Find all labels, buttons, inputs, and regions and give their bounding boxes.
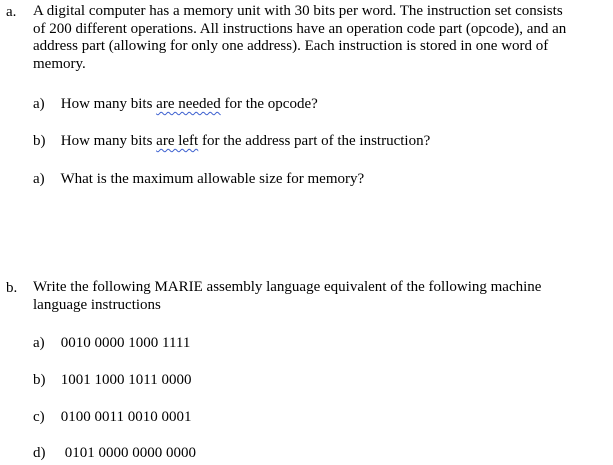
spellcheck-flagged-phrase[interactable]: are needed: [156, 96, 221, 112]
instruction-label: c): [33, 409, 45, 425]
part-text-post: for the address part of the instruction?: [198, 133, 431, 149]
question-b-label: b.: [6, 280, 18, 296]
part-text-pre: How many bits: [60, 96, 157, 112]
instruction-binary: 0100 0011 0010 0001: [60, 409, 192, 425]
question-a-line-1: A digital computer has a memory unit with 30 bits per word. The instruction set consists: [33, 3, 563, 19]
instruction-b: [33, 371, 191, 389]
part-text: What is the maximum allowable size for memory?: [60, 171, 365, 187]
instruction-binary: 0101 0000 0000 0000: [64, 445, 196, 461]
instruction-label: b): [33, 372, 46, 388]
instruction-binary: 0010 0000 1000 1111: [60, 335, 191, 351]
spellcheck-flagged-phrase[interactable]: are left: [156, 133, 199, 149]
question-a-line-4: memory.: [33, 55, 86, 72]
question-a-label: a.: [6, 4, 17, 20]
instruction-label: d): [33, 445, 46, 461]
instruction-label: a): [33, 335, 45, 351]
part-text-pre: How many bits: [60, 133, 157, 149]
instruction-c: [33, 408, 191, 426]
question-a-text: [33, 3, 611, 73]
part-text-post: for the opcode?: [220, 96, 318, 112]
part-label: b): [33, 133, 46, 149]
part-label: a): [33, 96, 45, 112]
question-a-part-2: [33, 132, 430, 150]
instruction-binary: 1001 1000 1011 0000: [60, 372, 192, 388]
question-a-line-3: address part (allowing for only one address). Each instruction is stored in one word of: [33, 38, 549, 54]
question-b-line-2: language instructions: [33, 296, 161, 313]
instruction-d: [33, 444, 196, 462]
instruction-a: [33, 334, 190, 352]
question-a-part-3: [33, 170, 364, 188]
question-b-line-1: Write the following MARIE assembly language equivalent of the following machine: [33, 279, 542, 295]
question-a-line-2: of 200 different operations. All instructions have an operation code part (opcode), and an: [33, 20, 567, 37]
question-b-text: [33, 279, 611, 314]
part-label: a): [33, 171, 45, 187]
question-a-part-1: [33, 95, 318, 113]
